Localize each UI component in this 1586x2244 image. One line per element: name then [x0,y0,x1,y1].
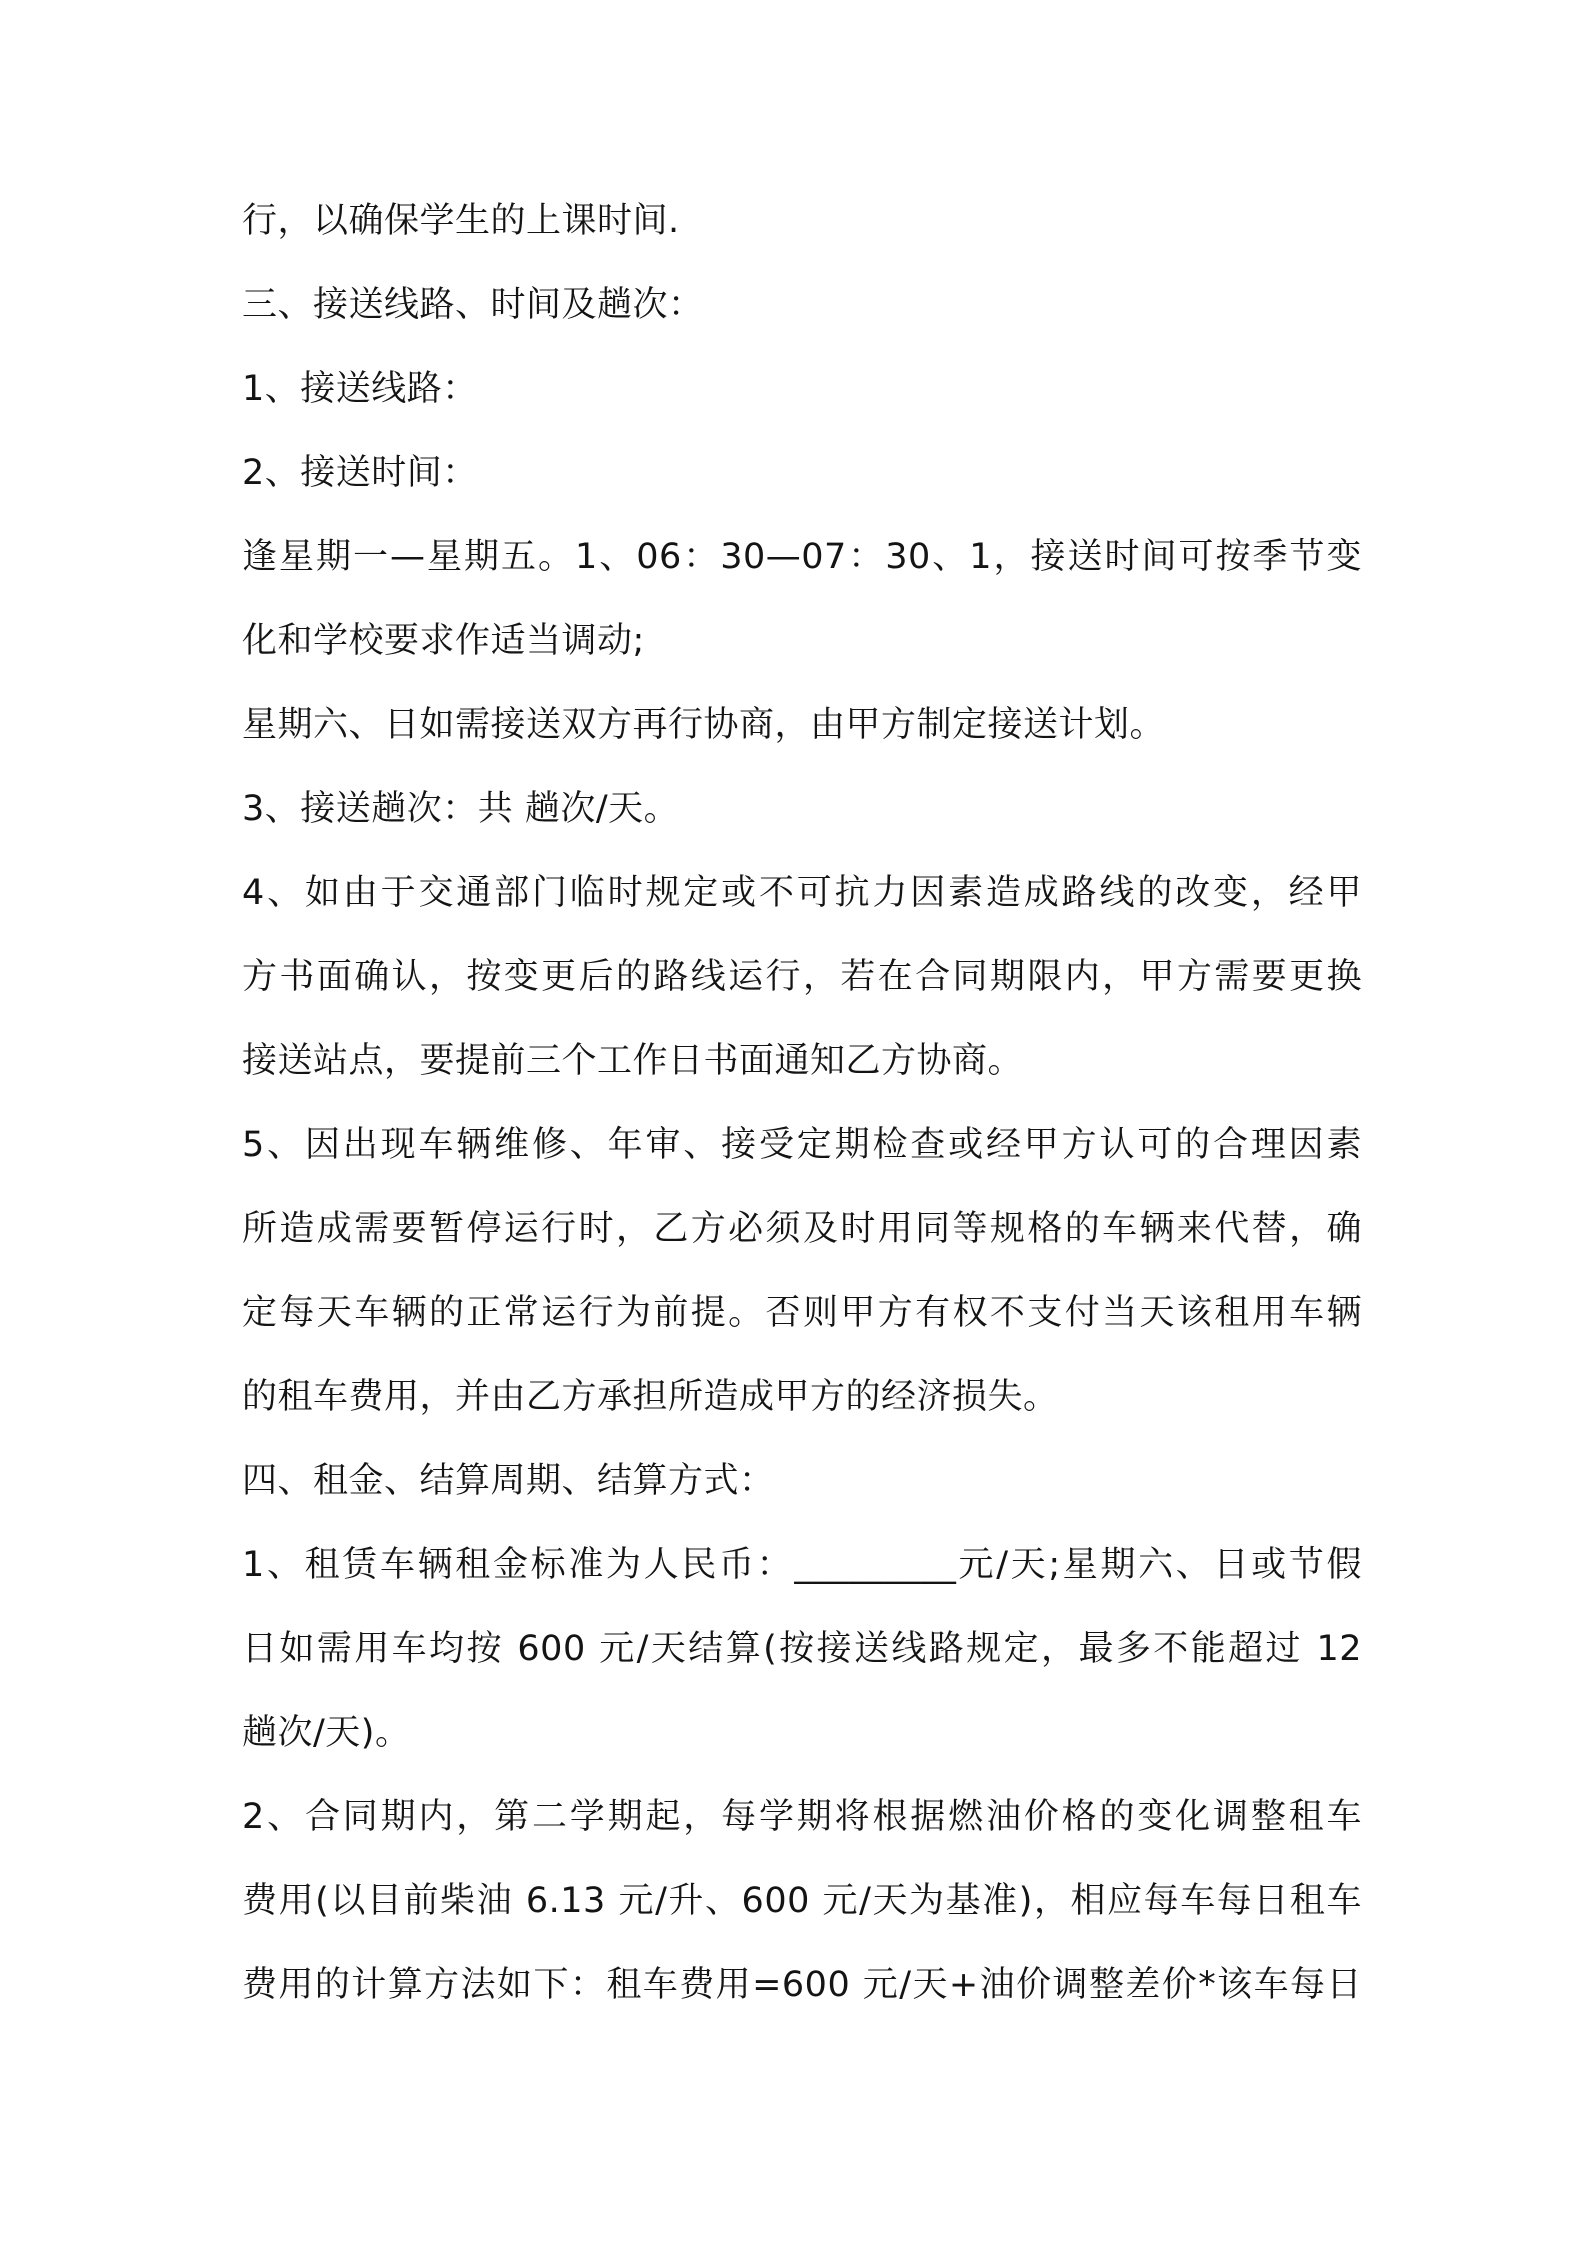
text-line: 方书面确认，按变更后的路线运行，若在合同期限内，甲方需要更换 [242,957,1362,997]
text-line: 1、接送线路： [242,369,478,409]
text-line: 趟次/天)。 [242,1713,411,1753]
text-line: 所造成需要暂停运行时，乙方必须及时用同等规格的车辆来代替，确 [242,1209,1362,1249]
text-line: 4、如由于交通部门临时规定或不可抗力因素造成路线的改变，经甲 [242,873,1362,913]
section-heading: 四、租金、结算周期、结算方式： [242,1461,775,1501]
text-line: 1、租赁车辆租金标准为人民币：_________元/天;星期六、日或节假 [242,1545,1362,1585]
text-line: 接送站点，要提前三个工作日书面通知乙方协商。 [242,1041,1024,1081]
text-line: 5、因出现车辆维修、年审、接受定期检查或经甲方认可的合理因素 [242,1125,1362,1165]
text-line: 日如需用车均按 600 元/天结算(按接送线路规定，最多不能超过 12 [242,1629,1362,1669]
text-line: 费用(以目前柴油 6.13 元/升、600 元/天为基准)，相应每车每日租车 [242,1881,1362,1921]
text-line: 的租车费用，并由乙方承担所造成甲方的经济损失。 [242,1377,1059,1417]
text-line: 化和学校要求作适当调动; [242,621,645,661]
text-line: 费用的计算方法如下：租车费用=600 元/天+油价调整差价*该车每日 [242,1965,1362,2005]
text-line: 行，以确保学生的上课时间. [242,201,680,241]
text-line: 定每天车辆的正常运行为前提。否则甲方有权不支付当天该租用车辆 [242,1293,1362,1333]
text-line: 2、接送时间： [242,453,478,493]
text-line: 2、合同期内，第二学期起，每学期将根据燃油价格的变化调整租车 [242,1797,1362,1837]
text-line: 星期六、日如需接送双方再行协商，由甲方制定接送计划。 [242,705,1166,745]
text-line: 3、接送趟次：共 趟次/天。 [242,789,680,829]
text-line: 逢星期一—星期五。1、06：30—07：30、1，接送时间可按季节变 [242,537,1362,577]
section-heading: 三、接送线路、时间及趟次： [242,285,704,325]
